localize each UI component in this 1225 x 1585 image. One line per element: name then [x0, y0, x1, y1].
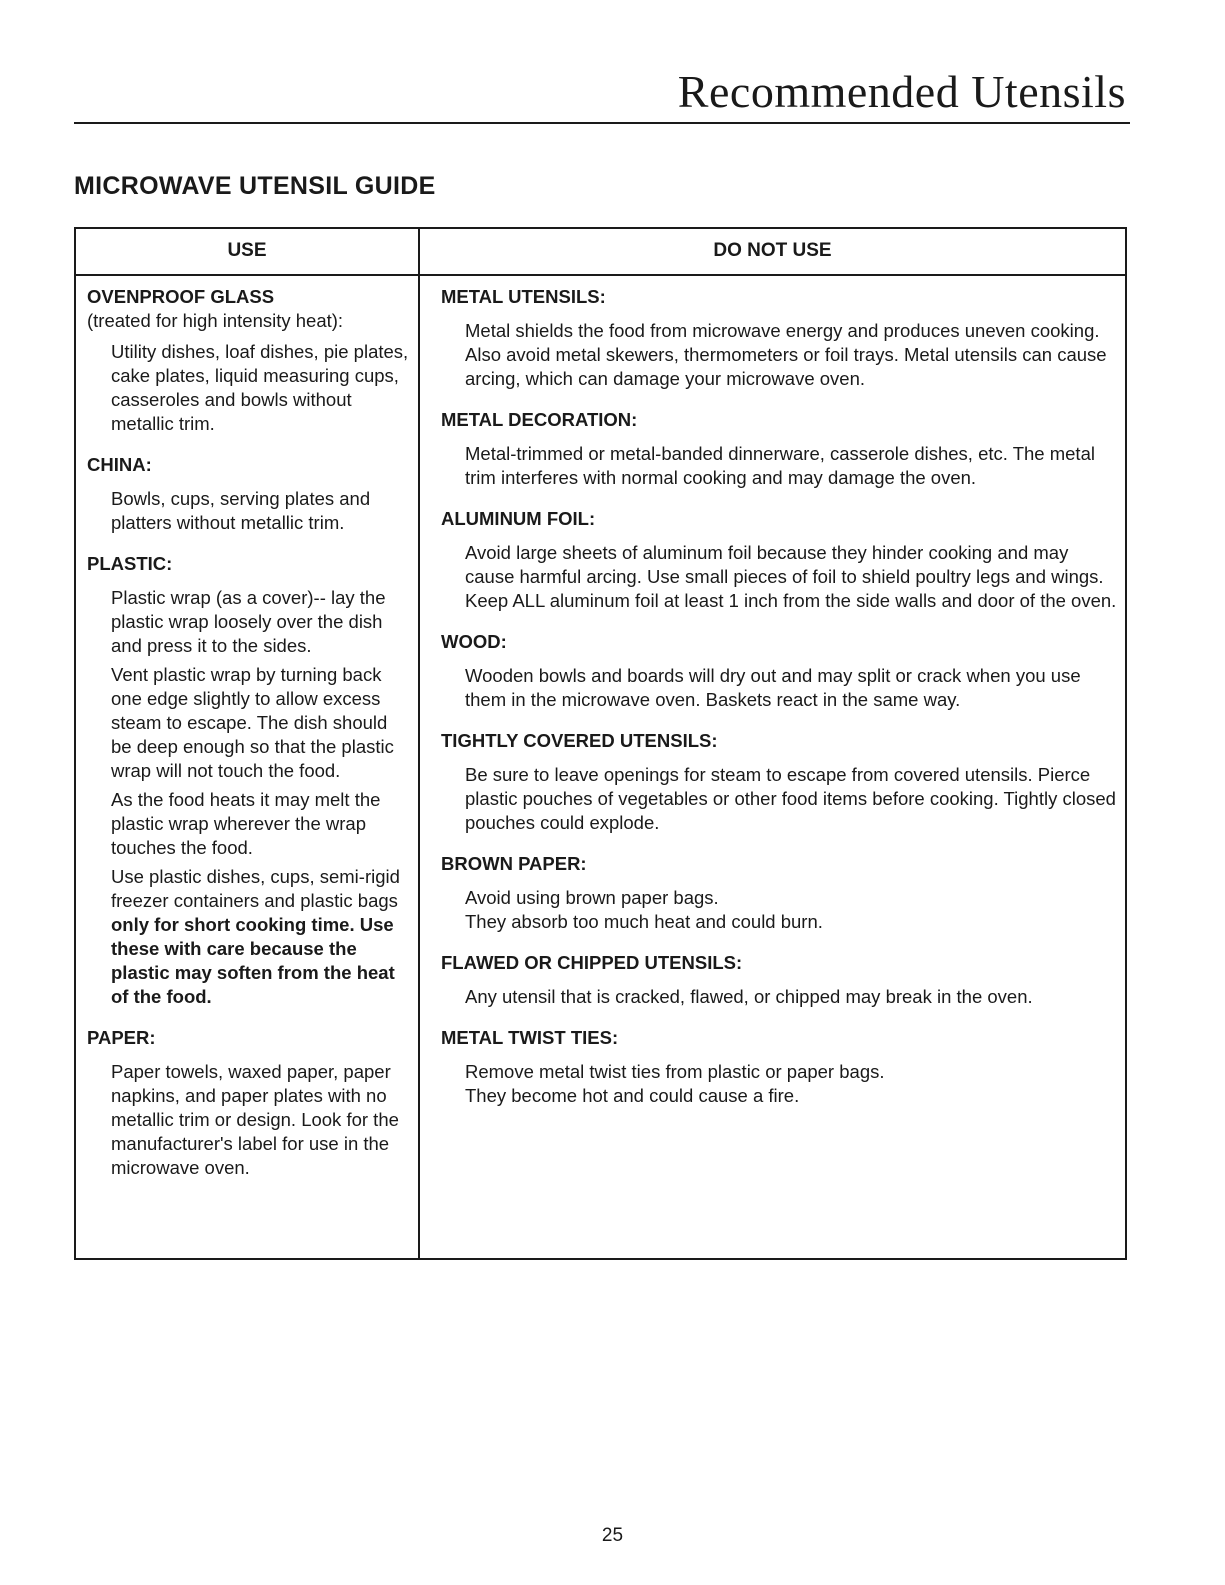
section-text: Utility dishes, loaf dishes, pie plates, cake plates, liquid measuring cups, casseroles and bowls without metallic trim.	[111, 341, 409, 434]
section-text: Paper towels, waxed paper, paper napkins, and paper plates with no metallic trim or design. Look for the manufacturer's label for use in the microwave oven.	[111, 1061, 399, 1178]
brown-paper-section	[441, 852, 1121, 934]
header-row-divider	[76, 274, 1125, 276]
tightly-covered-section	[441, 729, 1121, 835]
text-line: They absorb too much heat and could burn.	[465, 911, 823, 932]
section-text: Be sure to leave openings for steam to escape from covered utensils. Pierce plastic pouches of vegetables or other food items before cooking. Tightly closed pouches could explode.	[465, 764, 1116, 833]
page-number: 25	[601, 1525, 624, 1546]
metal-decoration-section	[441, 408, 1121, 490]
paper-section	[87, 1026, 412, 1180]
section-heading: FLAWED OR CHIPPED UTENSILS:	[441, 952, 743, 973]
section-heading: PAPER:	[87, 1027, 156, 1048]
section-text	[465, 1060, 1121, 1108]
metal-utensils-section	[441, 285, 1121, 391]
section-text: Metal shields the food from microwave energy and produces uneven cooking. Also avoid metal skewers, thermometers or foil trays. Metal utensils can cause arcing, which can damage your microwave oven.	[465, 320, 1107, 389]
use-column-header: USE	[227, 240, 267, 261]
bold-warning-text: only for short cooking time. Use these with care because the plastic may soften from the heat of the food.	[111, 914, 395, 1007]
section-heading: CHINA:	[87, 454, 152, 475]
section-text: As the food heats it may melt the plastic wrap wherever the wrap touches the food.	[111, 789, 381, 858]
metal-twist-ties-section	[441, 1026, 1121, 1108]
use-column	[87, 285, 412, 1197]
section-text: Bowls, cups, serving plates and platters without metallic trim.	[111, 488, 371, 533]
text-run: Use plastic dishes, cups, semi-rigid freezer containers and plastic bags	[111, 866, 400, 911]
section-text	[465, 886, 1121, 934]
section-text: Vent plastic wrap by turning back one edge slightly to allow excess steam to escape. The dish should be deep enough so that the plastic wrap will not touch the food.	[111, 664, 394, 781]
do-not-use-column-header: DO NOT USE	[713, 240, 832, 261]
text-line: They become hot and could cause a fire.	[465, 1085, 800, 1106]
section-heading: BROWN PAPER:	[441, 853, 587, 874]
section-subheading: (treated for high intensity heat):	[87, 310, 344, 331]
section-title: MICROWAVE UTENSIL GUIDE	[74, 172, 436, 200]
aluminum-foil-section	[441, 507, 1121, 613]
page-title: Recommended Utensils	[677, 66, 1126, 117]
utensil-guide-table	[74, 227, 1127, 1260]
section-heading: METAL TWIST TIES:	[441, 1027, 619, 1048]
section-text: Metal-trimmed or metal-banded dinnerware, casserole dishes, etc. The metal trim interferes with normal cooking and may damage the oven.	[465, 443, 1095, 488]
section-heading: METAL DECORATION:	[441, 409, 638, 430]
section-heading: WOOD:	[441, 631, 507, 652]
section-text: Avoid large sheets of aluminum foil because they hinder cooking and may cause harmful arcing. Use small pieces of foil to shield poultry legs and wings. Keep ALL aluminum foil at least 1 inch from the side walls and door of the oven.	[465, 542, 1117, 611]
flawed-utensils-section	[441, 951, 1121, 1009]
section-text: Any utensil that is cracked, flawed, or chipped may break in the oven.	[465, 986, 1033, 1007]
section-heading: ALUMINUM FOIL:	[441, 508, 596, 529]
wood-section	[441, 630, 1121, 712]
text-line: Remove metal twist ties from plastic or paper bags.	[465, 1061, 885, 1082]
section-heading: METAL UTENSILS:	[441, 286, 606, 307]
section-heading: TIGHTLY COVERED UTENSILS:	[441, 730, 718, 751]
ovenproof-glass-section	[87, 285, 412, 436]
section-text: Plastic wrap (as a cover)-- lay the plastic wrap loosely over the dish and press it to the sides.	[111, 587, 386, 656]
plastic-section	[87, 552, 412, 1009]
text-line: Avoid using brown paper bags.	[465, 887, 719, 908]
section-text: Wooden bowls and boards will dry out and may split or crack when you use them in the microwave oven. Baskets react in the same way.	[465, 665, 1081, 710]
section-text	[111, 865, 412, 1009]
page-header	[74, 60, 1130, 124]
section-heading: PLASTIC:	[87, 553, 173, 574]
column-divider	[418, 229, 420, 1258]
do-not-use-column	[441, 285, 1121, 1125]
china-section	[87, 453, 412, 535]
section-heading: OVENPROOF GLASS	[87, 286, 275, 307]
